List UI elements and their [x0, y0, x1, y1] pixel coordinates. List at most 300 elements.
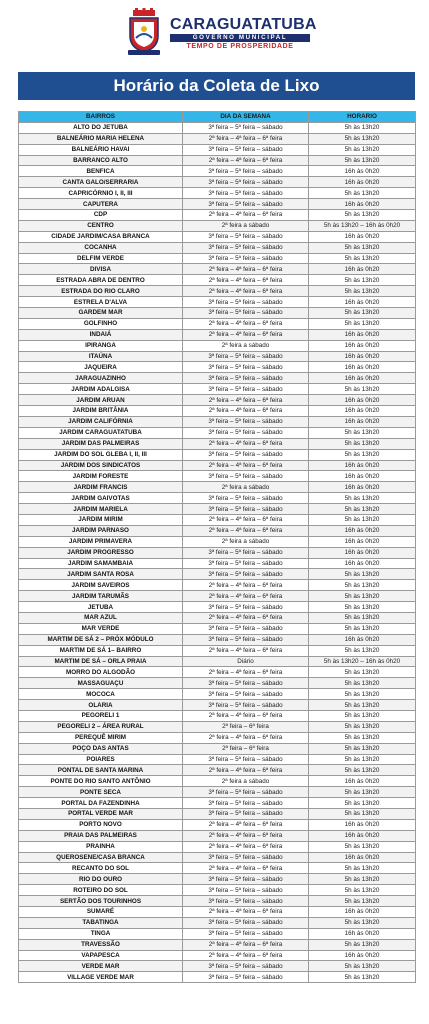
- table-row: [19, 917, 416, 928]
- cell-dia-semana: 3ª feira – 5ª feira – sábado: [183, 700, 309, 711]
- cell-dia-semana: 2ª feira – 6ª feira: [183, 721, 309, 732]
- cell-bairro: PORTAL VERDE MAR: [19, 809, 183, 820]
- cell-horario: 5h às 13h20: [309, 493, 416, 504]
- table-row: [19, 885, 416, 896]
- table-row: [19, 961, 416, 972]
- cell-dia-semana: 2ª feira – 4ª feira – 6ª feira: [183, 907, 309, 918]
- cell-horario: 5h às 13h20: [309, 514, 416, 525]
- table-row: [19, 591, 416, 602]
- cell-horario: 5h às 13h20: [309, 645, 416, 656]
- cell-horario: 5h às 13h20: [309, 122, 416, 133]
- cell-dia-semana: 2ª feira a sábado: [183, 776, 309, 787]
- cell-dia-semana: 3ª feira – 5ª feira – sábado: [183, 678, 309, 689]
- table-row: [19, 700, 416, 711]
- table-row: [19, 133, 416, 144]
- cell-bairro: ROTEIRO DO SOL: [19, 885, 183, 896]
- table-row: [19, 765, 416, 776]
- cell-horario: 5h às 13h20: [309, 798, 416, 809]
- cell-horario: 5h às 13h20: [309, 710, 416, 721]
- cell-horario: 5h às 13h20: [309, 623, 416, 634]
- cell-dia-semana: 3ª feira – 5ª feira – sábado: [183, 199, 309, 210]
- cell-dia-semana: 3ª feira – 5ª feira – sábado: [183, 253, 309, 264]
- cell-dia-semana: 2ª feira – 4ª feira – 6ª feira: [183, 732, 309, 743]
- table-row: [19, 656, 416, 667]
- cell-horario: 5h às 13h20 – 16h às 0h20: [309, 220, 416, 231]
- cell-bairro: JARDIM SANTA ROSA: [19, 569, 183, 580]
- cell-dia-semana: 3ª feira – 5ª feira – sábado: [183, 602, 309, 613]
- table-row: [19, 286, 416, 297]
- cell-bairro: TABATINGA: [19, 917, 183, 928]
- table-row: [19, 809, 416, 820]
- cell-horario: 5h às 13h20: [309, 863, 416, 874]
- table-row: [19, 907, 416, 918]
- cell-bairro: JARDIM ADALGISA: [19, 384, 183, 395]
- table-row: [19, 329, 416, 340]
- cell-horario: 5h às 13h20: [309, 732, 416, 743]
- cell-bairro: CIDADE JARDIM/CASA BRANCA: [19, 231, 183, 242]
- cell-dia-semana: 2ª feira – 4ª feira – 6ª feira: [183, 395, 309, 406]
- table-row: [19, 939, 416, 950]
- cell-horario: 16h às 0h20: [309, 950, 416, 961]
- cell-bairro: MORRO DO ALGODÃO: [19, 667, 183, 678]
- cell-bairro: VERDE MAR: [19, 961, 183, 972]
- cell-bairro: JARDIM MIRIM: [19, 514, 183, 525]
- table-row: [19, 373, 416, 384]
- cell-horario: 5h às 13h20: [309, 318, 416, 329]
- table-row: [19, 210, 416, 221]
- table-row: [19, 318, 416, 329]
- column-header-horario: HORARIO: [309, 112, 416, 123]
- cell-dia-semana: 2ª feira – 4ª feira – 6ª feira: [183, 591, 309, 602]
- cell-bairro: MARTIM DE SÁ 1– BAIRRO: [19, 645, 183, 656]
- cell-dia-semana: 3ª feira – 5ª feira – sábado: [183, 122, 309, 133]
- cell-horario: 5h às 13h20: [309, 155, 416, 166]
- table-row: [19, 395, 416, 406]
- cell-dia-semana: 3ª feira – 5ª feira – sábado: [183, 972, 309, 983]
- table-row: [19, 602, 416, 613]
- table-row: [19, 308, 416, 319]
- cell-horario: 5h às 13h20: [309, 427, 416, 438]
- cell-bairro: JARDIM ARUAN: [19, 395, 183, 406]
- cell-bairro: JETUBA: [19, 602, 183, 613]
- table-row: [19, 177, 416, 188]
- cell-bairro: BARRANCO ALTO: [19, 155, 183, 166]
- cell-horario: 16h às 0h20: [309, 199, 416, 210]
- cell-bairro: JARDIM CALIFÓRNIA: [19, 416, 183, 427]
- cell-bairro: JARDIM MARIELA: [19, 504, 183, 515]
- cell-bairro: ESTRELA D'ALVA: [19, 297, 183, 308]
- cell-horario: 16h às 0h20: [309, 177, 416, 188]
- table-row: [19, 972, 416, 983]
- cell-bairro: PONTE DO RIO SANTO ANTÔNIO: [19, 776, 183, 787]
- cell-horario: 5h às 13h20: [309, 569, 416, 580]
- cell-bairro: ITAÚNA: [19, 351, 183, 362]
- cell-horario: 5h às 13h20: [309, 787, 416, 798]
- cell-bairro: JARDIM GAIVOTAS: [19, 493, 183, 504]
- cell-bairro: COCANHA: [19, 242, 183, 253]
- cell-horario: 5h às 13h20: [309, 612, 416, 623]
- table-row: [19, 416, 416, 427]
- cell-bairro: RIO DO OURO: [19, 874, 183, 885]
- cell-bairro: CAPUTERA: [19, 199, 183, 210]
- cell-dia-semana: 2ª feira – 4ª feira – 6ª feira: [183, 329, 309, 340]
- cell-dia-semana: 3ª feira – 5ª feira – sábado: [183, 917, 309, 928]
- cell-bairro: MASSAGUAÇU: [19, 678, 183, 689]
- table-row: [19, 406, 416, 417]
- cell-horario: 16h às 0h20: [309, 406, 416, 417]
- cell-horario: 16h às 0h20: [309, 852, 416, 863]
- cell-dia-semana: 3ª feira – 5ª feira – sábado: [183, 144, 309, 155]
- table-row: [19, 558, 416, 569]
- cell-horario: 16h às 0h20: [309, 776, 416, 787]
- cell-bairro: ESTRADA ABRA DE DENTRO: [19, 275, 183, 286]
- table-row: [19, 852, 416, 863]
- cell-bairro: JARDIM DO SOL GLEBA I, II, III: [19, 449, 183, 460]
- cell-horario: 5h às 13h20: [309, 144, 416, 155]
- cell-horario: 5h às 13h20: [309, 188, 416, 199]
- cell-bairro: GARDEM MAR: [19, 308, 183, 319]
- cell-dia-semana: 3ª feira – 5ª feira – sábado: [183, 297, 309, 308]
- cell-horario: 5h às 13h20: [309, 939, 416, 950]
- cell-dia-semana: 3ª feira – 5ª feira – sábado: [183, 373, 309, 384]
- cell-bairro: VAPAPESCA: [19, 950, 183, 961]
- cell-bairro: ALTO DO JETUBA: [19, 122, 183, 133]
- cell-horario: 5h às 13h20: [309, 917, 416, 928]
- table-row: [19, 504, 416, 515]
- cell-dia-semana: 2ª feira – 4ª feira – 6ª feira: [183, 645, 309, 656]
- column-header-dia: DIA DA SEMANA: [183, 112, 309, 123]
- cell-dia-semana: 2ª feira – 4ª feira – 6ª feira: [183, 863, 309, 874]
- table-row: [19, 122, 416, 133]
- cell-horario: 5h às 13h20: [309, 275, 416, 286]
- cell-dia-semana: 3ª feira – 5ª feira – sábado: [183, 493, 309, 504]
- table-row: [19, 514, 416, 525]
- table-row: [19, 362, 416, 373]
- table-row: [19, 547, 416, 558]
- cell-dia-semana: 3ª feira – 5ª feira – sábado: [183, 504, 309, 515]
- cell-dia-semana: 2ª feira – 4ª feira – 6ª feira: [183, 525, 309, 536]
- cell-bairro: CANTA GALO/SERRARIA: [19, 177, 183, 188]
- table-row: [19, 623, 416, 634]
- cell-bairro: JARDIM DOS SINDICATOS: [19, 460, 183, 471]
- cell-horario: 5h às 13h20: [309, 438, 416, 449]
- cell-horario: 5h às 13h20 – 16h às 0h20: [309, 656, 416, 667]
- cell-horario: 5h às 13h20: [309, 841, 416, 852]
- cell-dia-semana: 3ª feira – 5ª feira – sábado: [183, 166, 309, 177]
- table-row: [19, 743, 416, 754]
- cell-horario: 16h às 0h20: [309, 471, 416, 482]
- cell-dia-semana: 3ª feira – 5ª feira – sábado: [183, 569, 309, 580]
- cell-dia-semana: 3ª feira – 5ª feira – sábado: [183, 416, 309, 427]
- cell-bairro: PEGORELI 2 – ÁREA RURAL: [19, 721, 183, 732]
- table-row: [19, 188, 416, 199]
- cell-dia-semana: 3ª feira – 5ª feira – sábado: [183, 634, 309, 645]
- table-row: [19, 199, 416, 210]
- cell-dia-semana: 2ª feira – 4ª feira – 6ª feira: [183, 667, 309, 678]
- cell-dia-semana: 3ª feira – 5ª feira – sábado: [183, 874, 309, 885]
- cell-dia-semana: 2ª feira – 4ª feira – 6ª feira: [183, 710, 309, 721]
- cell-bairro: ESTRADA DO RIO CLARO: [19, 286, 183, 297]
- cell-horario: 16h às 0h20: [309, 395, 416, 406]
- cell-horario: 16h às 0h20: [309, 460, 416, 471]
- cell-dia-semana: 3ª feira – 5ª feira – sábado: [183, 177, 309, 188]
- cell-bairro: MAR VERDE: [19, 623, 183, 634]
- cell-bairro: JARDIM CARAGUATATUBA: [19, 427, 183, 438]
- cell-bairro: SUMARÉ: [19, 907, 183, 918]
- cell-bairro: JARDIM PROGRESSO: [19, 547, 183, 558]
- cell-dia-semana: 3ª feira – 5ª feira – sábado: [183, 689, 309, 700]
- cell-dia-semana: 3ª feira – 5ª feira – sábado: [183, 787, 309, 798]
- cell-bairro: JARDIM FRANCIS: [19, 482, 183, 493]
- table-row: [19, 525, 416, 536]
- cell-bairro: BENFICA: [19, 166, 183, 177]
- cell-bairro: JARDIM TARUMÃS: [19, 591, 183, 602]
- cell-horario: 5h às 13h20: [309, 700, 416, 711]
- cell-bairro: MARTIM DE SÁ – ORLA PRAIA: [19, 656, 183, 667]
- cell-dia-semana: 2ª feira – 4ª feira – 6ª feira: [183, 830, 309, 841]
- table-row: [19, 220, 416, 231]
- cell-dia-semana: 2ª feira – 4ª feira – 6ª feira: [183, 765, 309, 776]
- table-row: [19, 275, 416, 286]
- cell-dia-semana: 3ª feira – 5ª feira – sábado: [183, 852, 309, 863]
- table-row: [19, 928, 416, 939]
- cell-horario: 5h às 13h20: [309, 384, 416, 395]
- cell-bairro: DELFIM VERDE: [19, 253, 183, 264]
- table-row: [19, 580, 416, 591]
- cell-bairro: PEREQUÊ MIRIM: [19, 732, 183, 743]
- cell-dia-semana: 3ª feira – 5ª feira – sábado: [183, 896, 309, 907]
- table-row: [19, 667, 416, 678]
- cell-dia-semana: 2ª feira – 4ª feira – 6ª feira: [183, 460, 309, 471]
- cell-horario: 5h às 13h20: [309, 308, 416, 319]
- cell-bairro: JARDIM PRIMAVERA: [19, 536, 183, 547]
- cell-dia-semana: 3ª feira – 5ª feira – sábado: [183, 754, 309, 765]
- cell-dia-semana: 2ª feira – 4ª feira – 6ª feira: [183, 133, 309, 144]
- cell-horario: 16h às 0h20: [309, 819, 416, 830]
- cell-bairro: JARDIM SAMAMBAIA: [19, 558, 183, 569]
- table-row: [19, 482, 416, 493]
- cell-bairro: INDAIÁ: [19, 329, 183, 340]
- table-row: [19, 819, 416, 830]
- table-row: [19, 384, 416, 395]
- cell-bairro: CENTRO: [19, 220, 183, 231]
- cell-bairro: JARDIM PARNASO: [19, 525, 183, 536]
- cell-horario: 16h às 0h20: [309, 329, 416, 340]
- cell-dia-semana: 3ª feira – 5ª feira – sábado: [183, 188, 309, 199]
- cell-dia-semana: 2ª feira – 4ª feira – 6ª feira: [183, 318, 309, 329]
- table-row: [19, 144, 416, 155]
- table-row: [19, 242, 416, 253]
- cell-dia-semana: 3ª feira – 5ª feira – sábado: [183, 308, 309, 319]
- table-row: [19, 754, 416, 765]
- table-row: [19, 732, 416, 743]
- cell-horario: 16h às 0h20: [309, 558, 416, 569]
- cell-dia-semana: 3ª feira – 5ª feira – sábado: [183, 809, 309, 820]
- cell-dia-semana: 3ª feira – 5ª feira – sábado: [183, 798, 309, 809]
- cell-bairro: TINGA: [19, 928, 183, 939]
- cell-bairro: CAPRICÓRNIO I, II, III: [19, 188, 183, 199]
- cell-dia-semana: 3ª feira – 5ª feira – sábado: [183, 928, 309, 939]
- brand-motto: TEMPO DE PROSPERIDADE: [186, 43, 294, 50]
- table-row: [19, 471, 416, 482]
- table-row: [19, 155, 416, 166]
- table-row: [19, 863, 416, 874]
- cell-bairro: CDP: [19, 210, 183, 221]
- cell-horario: 16h às 0h20: [309, 907, 416, 918]
- cell-horario: 5h às 13h20: [309, 286, 416, 297]
- cell-dia-semana: 3ª feira – 5ª feira – sábado: [183, 427, 309, 438]
- cell-horario: 16h às 0h20: [309, 482, 416, 493]
- table-row: [19, 841, 416, 852]
- table-header-row: [19, 112, 416, 123]
- cell-horario: 5h às 13h20: [309, 754, 416, 765]
- cell-dia-semana: 2ª feira – 4ª feira – 6ª feira: [183, 939, 309, 950]
- cell-bairro: OLARIA: [19, 700, 183, 711]
- page-header: [0, 0, 429, 70]
- cell-bairro: VILLAGE VERDE MAR: [19, 972, 183, 983]
- cell-horario: 5h às 13h20: [309, 667, 416, 678]
- cell-bairro: JAQUEIRA: [19, 362, 183, 373]
- table-row: [19, 612, 416, 623]
- cell-bairro: POÇO DAS ANTAS: [19, 743, 183, 754]
- cell-bairro: PORTO NOVO: [19, 819, 183, 830]
- table-row: [19, 874, 416, 885]
- cell-dia-semana: 2ª feira a sábado: [183, 482, 309, 493]
- cell-bairro: QUEROSENE/CASA BRANCA: [19, 852, 183, 863]
- cell-bairro: JARDIM FORESTE: [19, 471, 183, 482]
- table-row: [19, 569, 416, 580]
- cell-horario: 16h às 0h20: [309, 536, 416, 547]
- cell-bairro: JARAGUAZINHO: [19, 373, 183, 384]
- table-row: [19, 710, 416, 721]
- cell-horario: 5h às 13h20: [309, 504, 416, 515]
- table-row: [19, 438, 416, 449]
- table-row: [19, 678, 416, 689]
- table-row: [19, 830, 416, 841]
- cell-bairro: PRAIA DAS PALMEIRAS: [19, 830, 183, 841]
- cell-dia-semana: 3ª feira – 5ª feira – sábado: [183, 547, 309, 558]
- cell-horario: 5h às 13h20: [309, 678, 416, 689]
- cell-horario: 16h às 0h20: [309, 297, 416, 308]
- cell-horario: 5h às 13h20: [309, 885, 416, 896]
- cell-dia-semana: Diário: [183, 656, 309, 667]
- cell-dia-semana: 2ª feira – 4ª feira – 6ª feira: [183, 275, 309, 286]
- page-title: Horário da Coleta de Lixo: [18, 72, 415, 100]
- cell-dia-semana: 3ª feira – 5ª feira – sábado: [183, 231, 309, 242]
- table-row: [19, 536, 416, 547]
- cell-dia-semana: 2ª feira – 4ª feira – 6ª feira: [183, 438, 309, 449]
- cell-horario: 16h às 0h20: [309, 231, 416, 242]
- schedule-table: [18, 111, 416, 983]
- cell-horario: 5h às 13h20: [309, 972, 416, 983]
- table-row: [19, 721, 416, 732]
- table-row: [19, 449, 416, 460]
- table-body: [19, 122, 416, 982]
- table-row: [19, 427, 416, 438]
- cell-horario: 5h às 13h20: [309, 242, 416, 253]
- cell-dia-semana: 2ª feira – 4ª feira – 6ª feira: [183, 580, 309, 591]
- cell-dia-semana: 3ª feira – 5ª feira – sábado: [183, 351, 309, 362]
- cell-dia-semana: 3ª feira – 5ª feira – sábado: [183, 558, 309, 569]
- cell-horario: 5h às 13h20: [309, 743, 416, 754]
- cell-horario: 16h às 0h20: [309, 340, 416, 351]
- cell-dia-semana: 2ª feira – 6ª feira: [183, 743, 309, 754]
- column-header-bairros: BAIRROS: [19, 112, 183, 123]
- cell-dia-semana: 3ª feira – 5ª feira – sábado: [183, 471, 309, 482]
- brand-subtitle: GOVERNO MUNICIPAL: [170, 34, 310, 42]
- cell-horario: 16h às 0h20: [309, 416, 416, 427]
- cell-dia-semana: 3ª feira – 5ª feira – sábado: [183, 623, 309, 634]
- cell-horario: 5h às 13h20: [309, 580, 416, 591]
- cell-horario: 16h às 0h20: [309, 525, 416, 536]
- cell-horario: 5h às 13h20: [309, 602, 416, 613]
- cell-bairro: JARDIM BRITÂNIA: [19, 406, 183, 417]
- cell-horario: 5h às 13h20: [309, 689, 416, 700]
- cell-horario: 5h às 13h20: [309, 721, 416, 732]
- cell-dia-semana: 3ª feira – 5ª feira – sábado: [183, 449, 309, 460]
- table-row: [19, 950, 416, 961]
- table-row: [19, 264, 416, 275]
- cell-bairro: PEGORELI 1: [19, 710, 183, 721]
- cell-dia-semana: 2ª feira – 4ª feira – 6ª feira: [183, 210, 309, 221]
- table-row: [19, 798, 416, 809]
- cell-bairro: RECANTO DO SOL: [19, 863, 183, 874]
- cell-dia-semana: 3ª feira – 5ª feira – sábado: [183, 961, 309, 972]
- cell-dia-semana: 2ª feira – 4ª feira – 6ª feira: [183, 514, 309, 525]
- cell-dia-semana: 2ª feira – 4ª feira – 6ª feira: [183, 406, 309, 417]
- cell-bairro: POIARES: [19, 754, 183, 765]
- cell-horario: 5h às 13h20: [309, 253, 416, 264]
- cell-horario: 5h às 13h20: [309, 874, 416, 885]
- cell-bairro: DIVISA: [19, 264, 183, 275]
- cell-dia-semana: 2ª feira – 4ª feira – 6ª feira: [183, 612, 309, 623]
- table-row: [19, 787, 416, 798]
- cell-dia-semana: 2ª feira – 4ª feira – 6ª feira: [183, 264, 309, 275]
- cell-bairro: PONTAL DE SANTA MARINA: [19, 765, 183, 776]
- cell-horario: 16h às 0h20: [309, 634, 416, 645]
- cell-bairro: MOCOCA: [19, 689, 183, 700]
- table-row: [19, 460, 416, 471]
- cell-bairro: PRAINHA: [19, 841, 183, 852]
- cell-bairro: GOLFINHO: [19, 318, 183, 329]
- cell-dia-semana: 2ª feira – 4ª feira – 6ª feira: [183, 950, 309, 961]
- cell-dia-semana: 3ª feira – 5ª feira – sábado: [183, 362, 309, 373]
- cell-horario: 5h às 13h20: [309, 809, 416, 820]
- table-row: [19, 231, 416, 242]
- cell-horario: 16h às 0h20: [309, 362, 416, 373]
- cell-bairro: BALNEÁRIO HAVAI: [19, 144, 183, 155]
- cell-dia-semana: 2ª feira – 4ª feira – 6ª feira: [183, 155, 309, 166]
- table-row: [19, 689, 416, 700]
- brand-name: CARAGUATATUBA: [170, 16, 317, 33]
- cell-horario: 5h às 13h20: [309, 449, 416, 460]
- cell-bairro: MARTIM DE SÁ 2 – PRÓX MÓDULO: [19, 634, 183, 645]
- cell-dia-semana: 3ª feira – 5ª feira – sábado: [183, 242, 309, 253]
- cell-bairro: PORTAL DA FAZENDINHA: [19, 798, 183, 809]
- cell-horario: 5h às 13h20: [309, 896, 416, 907]
- cell-horario: 16h às 0h20: [309, 166, 416, 177]
- table-row: [19, 253, 416, 264]
- cell-dia-semana: 2ª feira a sábado: [183, 220, 309, 231]
- brand-block: [170, 16, 317, 52]
- cell-horario: 16h às 0h20: [309, 264, 416, 275]
- cell-horario: 5h às 13h20: [309, 210, 416, 221]
- table-row: [19, 340, 416, 351]
- cell-bairro: IPIRANGA: [19, 340, 183, 351]
- table-row: [19, 297, 416, 308]
- cell-dia-semana: 2ª feira a sábado: [183, 340, 309, 351]
- table-row: [19, 645, 416, 656]
